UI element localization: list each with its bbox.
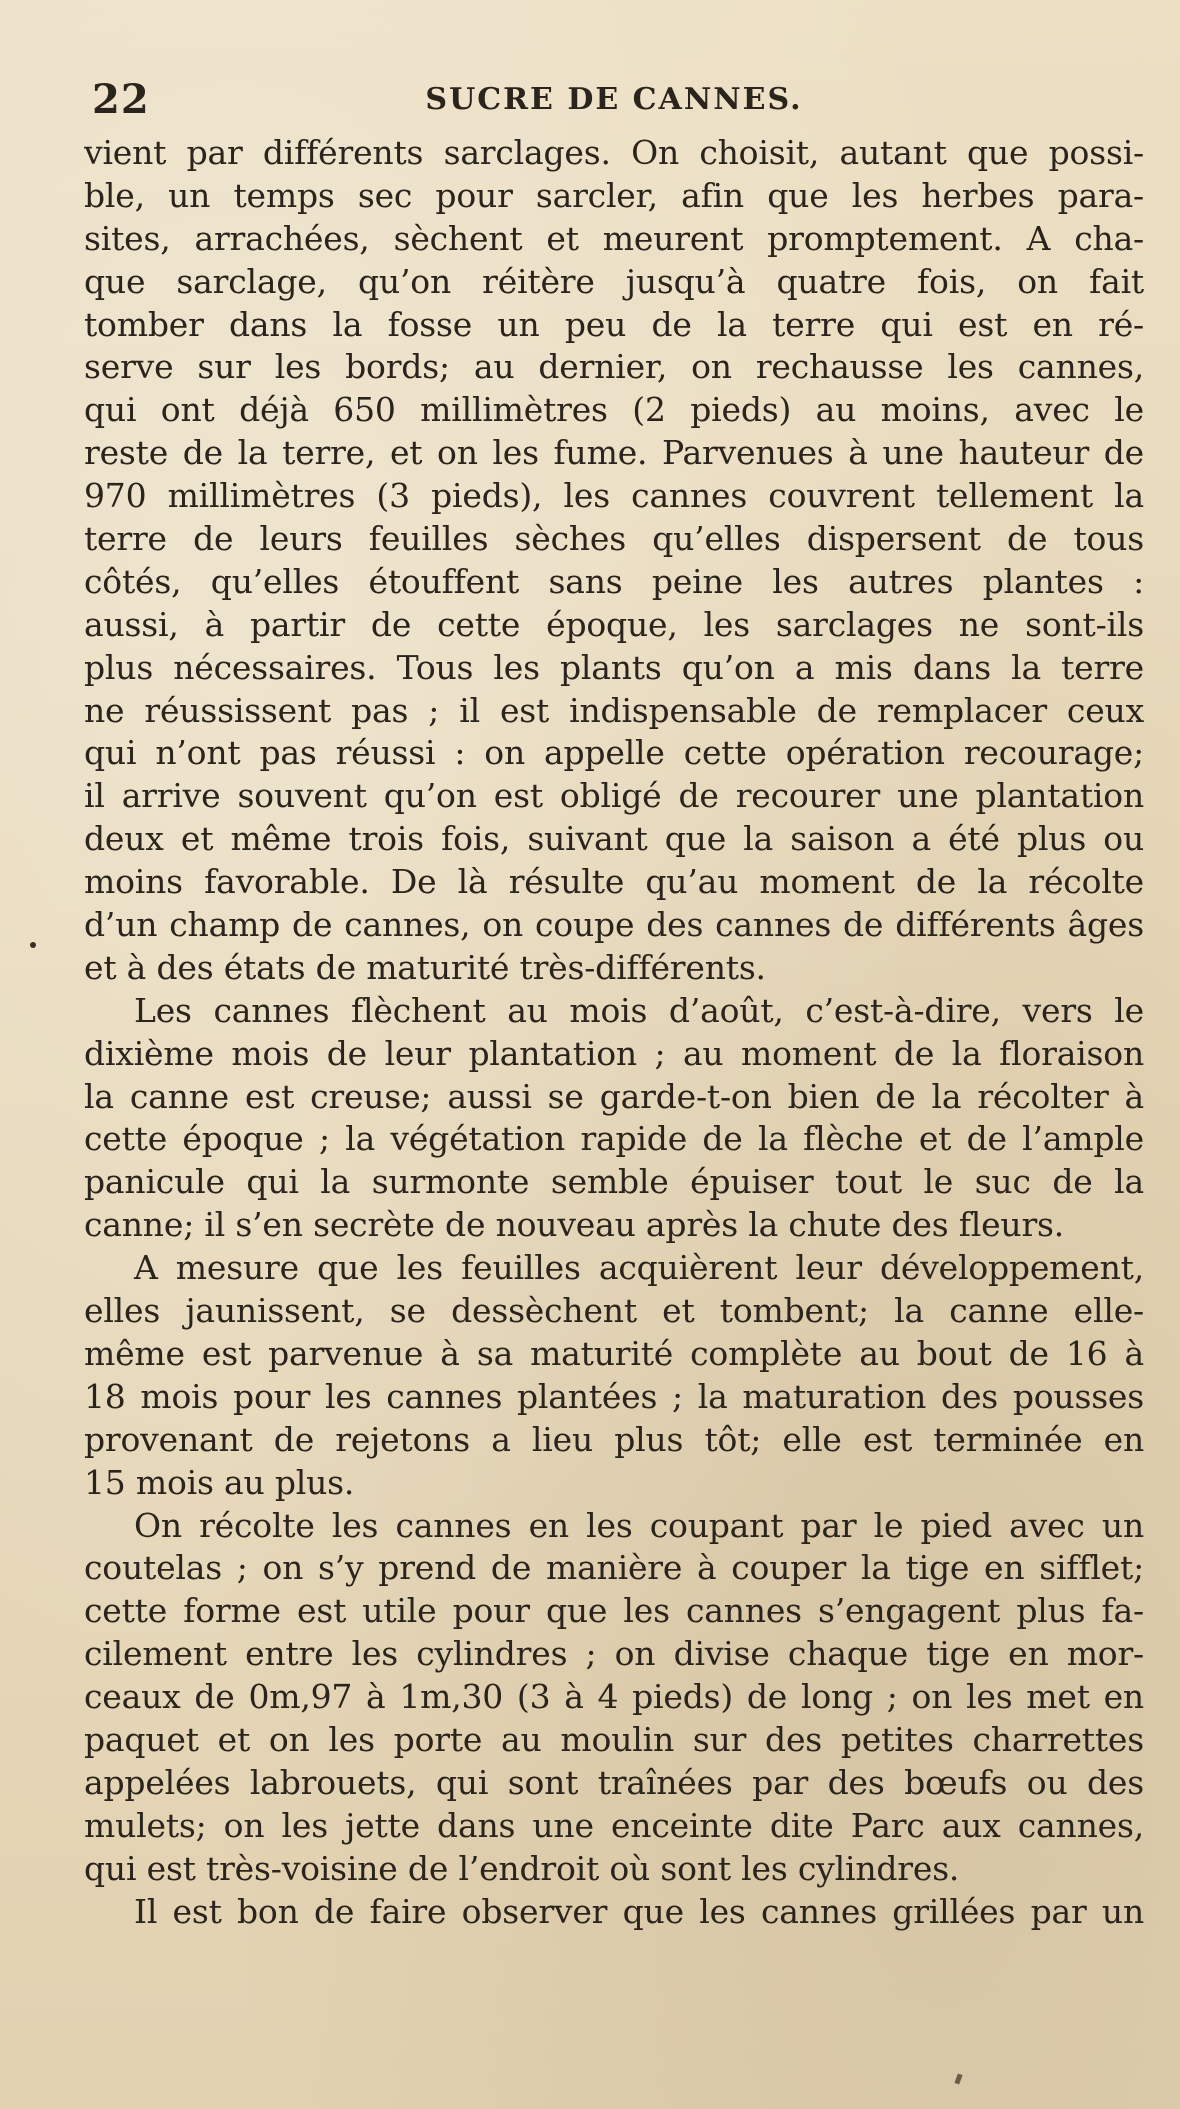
text-line: 15 mois au plus. <box>84 1462 355 1502</box>
text-line: canne; il s’en secrète de nouveau après la chute des fleurs. <box>84 1205 1065 1245</box>
text-line: elles jaunissent, se dessèchent et tombent; la canne elle- <box>84 1291 1144 1331</box>
text-line: coutelas ; on s’y prend de manière à couper la tige en sifflet; <box>84 1548 1144 1588</box>
text-line: qui ont déjà 650 millimètres (2 pieds) au moins, avec le <box>84 390 1144 430</box>
text-line: côtés, qu’elles étouffent sans peine les autres plantes : <box>84 561 1144 601</box>
text-line: dixième mois de leur plantation ; au moment de la floraison <box>84 1033 1144 1073</box>
text-line: que sarclage, qu’on réitère jusqu’à quatre fois, on fait <box>84 261 1144 301</box>
text-line: moins favorable. De là résulte qu’au moment de la récolte <box>84 862 1144 902</box>
text-line: 970 millimètres (3 pieds), les cannes couvrent tellement la <box>84 476 1144 516</box>
text-line: d’un champ de cannes, on coupe des cannes de différents âges <box>84 905 1144 945</box>
text-line: ble, un temps sec pour sarcler, afin que les herbes para- <box>84 175 1144 215</box>
text-line: et à des états de maturité très-différents. <box>84 947 766 987</box>
text-line: vient par différents sarclages. On choisit, autant que possi- <box>84 133 1144 172</box>
text-line: appelées labrouets, qui sont traînées par des bœufs ou des <box>84 1762 1144 1802</box>
text-line: terre de leurs feuilles sèches qu’elles dispersent de tous <box>84 519 1144 559</box>
text-line: la canne est creuse; aussi se garde-t-on bien de la récolter à <box>84 1076 1144 1116</box>
text-line: ceaux de 0m,97 à 1m,30 (3 à 4 pieds) de long ; on les met en <box>84 1677 1144 1717</box>
body-text <box>84 132 1144 1933</box>
text-line: provenant de rejetons a lieu plus tôt; elle est terminée en <box>84 1419 1144 1459</box>
ink-mark <box>954 2073 962 2084</box>
text-line: cilement entre les cylindres ; on divise chaque tige en mor- <box>84 1634 1144 1674</box>
text-line: ne réussissent pas ; il est indispensable de remplacer ceux <box>84 690 1144 730</box>
text-line: A mesure que les feuilles acquièrent leur développement, <box>134 1248 1144 1288</box>
text-line: aussi, à partir de cette époque, les sarclages ne sont-ils <box>84 604 1144 644</box>
text-line: On récolte les cannes en les coupant par le pied avec un <box>134 1505 1144 1545</box>
text-line: sites, arrachées, sèchent et meurent promptement. A cha- <box>84 218 1144 258</box>
text-line: serve sur les bords; au dernier, on rechausse les cannes, <box>84 347 1144 387</box>
text-line: deux et même trois fois, suivant que la saison a été plus ou <box>84 819 1144 859</box>
text-line: panicule qui la surmonte semble épuiser tout le suc de la <box>84 1162 1144 1202</box>
text-line: cette époque ; la végétation rapide de la flèche et de l’ample <box>84 1119 1144 1159</box>
running-head <box>84 70 1144 130</box>
text-line: 18 mois pour les cannes plantées ; la maturation des pousses <box>84 1376 1144 1416</box>
text-line: reste de la terre, et on les fume. Parvenues à une hauteur de <box>84 433 1144 473</box>
text-line: mulets; on les jette dans une enceinte dite Parc aux cannes, <box>84 1805 1144 1845</box>
text-line: plus nécessaires. Tous les plants qu’on a mis dans la terre <box>84 647 1144 687</box>
text-line: cette forme est utile pour que les cannes s’engagent plus fa- <box>84 1591 1144 1631</box>
text-line: tomber dans la fosse un peu de la terre qui est en ré- <box>84 304 1144 344</box>
text-line: qui n’ont pas réussi : on appelle cette opération recourage; <box>84 733 1144 773</box>
text-line: paquet et on les porte au moulin sur des petites charrettes <box>84 1719 1144 1759</box>
text-line: même est parvenue à sa maturité complète au bout de 16 à <box>84 1333 1144 1373</box>
running-title: SUCRE DE CANNES. <box>425 82 803 117</box>
text-line: Il est bon de faire observer que les cannes grillées par un <box>134 1891 1144 1931</box>
ink-speck <box>30 942 36 948</box>
text-line: Les cannes flèchent au mois d’août, c’est-à-dire, vers le <box>134 990 1144 1030</box>
page-number: 22 <box>92 76 150 123</box>
text-line: qui est très-voisine de l’endroit où sont les cylindres. <box>84 1848 960 1888</box>
text-line: il arrive souvent qu’on est obligé de recourer une plantation <box>84 776 1144 816</box>
